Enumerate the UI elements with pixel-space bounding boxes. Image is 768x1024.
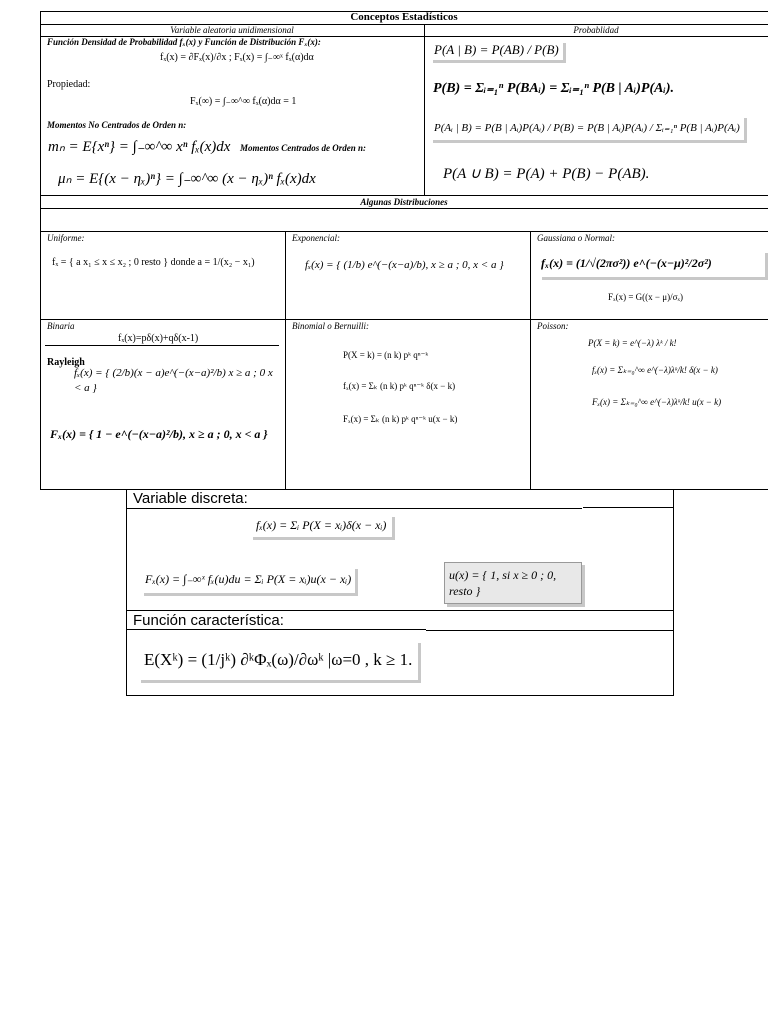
poisson-pdf-equation: fₓ(x) = Σₖ₌₀^∞ e^(−λ)λᵏ/k! δ(x − k)	[592, 365, 718, 375]
poisson-label: Poisson:	[537, 321, 569, 331]
density-label: Función Densidad de Probabilidad fₓ(x) y Función de Distribución Fₓ(x):	[47, 37, 321, 47]
gaussian-equation: fₓ(x) = (1/√(2πσ²)) e^(−(x−μ)²/2σ²)	[539, 250, 765, 277]
conditional-probability-equation: P(A | B) = P(AB) / P(B)	[430, 40, 563, 60]
binary-divider	[45, 345, 279, 346]
binomial-pdf-equation: fₓ(x) = Σₖ (n k) pᵏ qⁿ⁻ᵏ δ(x − k)	[343, 381, 456, 391]
central-moments-equation: μₙ = E{(x − ηₓ)ⁿ} = ∫₋∞^∞ (x − ηₓ)ⁿ fₓ(x)dx	[58, 171, 316, 187]
binary-equation: fₓ(x)=pδ(x)+qδ(x-1)	[118, 333, 199, 344]
exponential-label: Exponencial:	[292, 233, 340, 243]
binary-label: Binaria	[47, 321, 75, 331]
discrete-title: Variable discreta:	[133, 490, 248, 507]
univariate-column-header: Variable aleatoria unidimensional	[170, 25, 294, 35]
step-function-equation: u(x) = { 1, si x ≥ 0 ; 0, resto }	[444, 562, 582, 604]
binomial-cdf-equation: Fₓ(x) = Σₖ (n k) pᵏ qⁿ⁻ᵏ u(x − k)	[343, 414, 458, 424]
density-equation: fₓ(x) = ∂Fₓ(x)/∂x ; Fₓ(x) = ∫₋∞ˣ fₓ(α)dα	[160, 52, 314, 63]
rayleigh-pdf-equation: fₓ(x) = { (2/b)(x − a)e^(−(x−a)²/b) x ≥ a ; 0 x < a }	[74, 367, 273, 394]
binomial-label: Binomial o Bernuilli:	[292, 321, 369, 331]
binomial-pmf-equation: P(X = k) = (n k) pᵏ qⁿ⁻ᵏ	[343, 350, 429, 360]
discrete-cdf-equation: Fₓ(x) = ∫₋∞ˣ fₓ(u)du = Σᵢ P(X = xᵢ)u(x − xᵢ)	[141, 566, 355, 593]
uniform-label: Uniforme:	[47, 233, 85, 243]
uniform-equation: fₓ = { a x₁ ≤ x ≤ x₂ ; 0 resto } donde a = 1/(x₂ − x₁)	[52, 257, 255, 268]
probability-column-header: Probablidad	[573, 25, 619, 35]
moments-label: Momentos No Centrados de Orden n:	[47, 120, 187, 130]
union-equation: P(A ∪ B) = P(A) + P(B) − P(AB).	[443, 166, 650, 182]
central-moments-label: Momentos Centrados de Orden n:	[240, 143, 367, 153]
sheet-title: Conceptos Estadísticos	[350, 11, 458, 23]
exponential-equation: fₓ(x) = { (1/b) e^(−(x−a)/b), x ≥ a ; 0, x < a }	[305, 259, 504, 271]
characteristic-moment-equation: E(Xᵏ) = (1/jᵏ) ∂ᵏΦₓ(ω)/∂ωᵏ |ω=0 , k ≥ 1.	[138, 640, 418, 680]
characteristic-title: Función característica:	[133, 612, 284, 629]
rayleigh-cdf-equation: Fₓ(x) = { 1 − e^(−(x−a)²/b), x ≥ a ; 0, x < a }	[50, 427, 268, 441]
moments-equation: mₙ = E{xⁿ} = ∫₋∞^∞ xⁿ fₓ(x)dx	[48, 139, 231, 155]
property-label: Propiedad:	[47, 79, 91, 90]
poisson-cdf-equation: Fₓ(x) = Σₖ₌₀^∞ e^(−λ)λᵏ/k! u(x − k)	[592, 397, 722, 407]
rayleigh-label: Rayleigh	[47, 357, 85, 368]
total-probability-equation: P(B) = Σᵢ₌₁ⁿ P(BAᵢ) = Σᵢ₌₁ⁿ P(B | Aᵢ)P(Aᵢ).	[433, 81, 675, 96]
gaussian-label: Gaussiana o Normal:	[537, 233, 616, 243]
bayes-equation: P(Aᵢ | B) = P(B | Aᵢ)P(Aᵢ) / P(B) = P(B | Aᵢ)P(Aᵢ) / Σᵢ₌₁ⁿ P(B | Aᵢ)P(Aᵢ)	[430, 115, 744, 140]
gaussian-cdf-equation: Fₓ(x) = G((x − μ)/σₓ)	[608, 292, 684, 302]
property-equation: Fₓ(∞) = ∫₋∞^∞ fₓ(α)dα = 1	[190, 96, 297, 107]
poisson-pmf-equation: P(X = k) = e^(−λ) λᵏ / k!	[588, 338, 677, 348]
distributions-title: Algunas Distribuciones	[360, 197, 448, 207]
discrete-pdf-equation: fₓ(x) = Σᵢ P(X = xᵢ)δ(x − xᵢ)	[250, 514, 392, 537]
